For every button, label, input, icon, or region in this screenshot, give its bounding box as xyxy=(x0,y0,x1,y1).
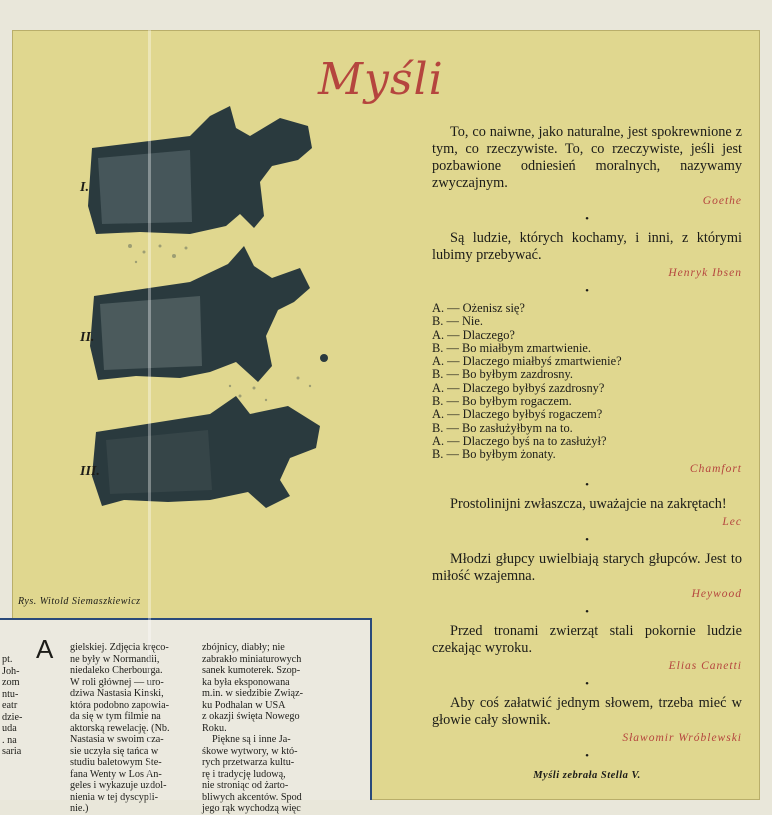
text-line: ne były w Normandii, xyxy=(70,653,160,665)
text-line: rę i tradycję ludową, xyxy=(202,768,286,780)
article-column-right xyxy=(202,642,337,815)
text-line: Piękne są i inne Ja- xyxy=(212,734,291,745)
quote-author: Chamfort xyxy=(689,462,742,475)
text-line: dzie- xyxy=(2,711,23,723)
text-line: da się w tym filmie na xyxy=(70,711,161,722)
text-line: zom xyxy=(2,677,20,688)
quote-author: Elias Canetti xyxy=(668,659,742,672)
text-line: zabrakło miniaturowych xyxy=(202,653,302,665)
text-line: Nastasia w swoim cza- xyxy=(70,734,164,745)
text-line: studiu baletowym Ste- xyxy=(70,757,162,768)
quote-text: Przed tronami zwierząt stali pokornie ludzie czekając wyroku. xyxy=(432,622,742,656)
text-line: śkowe wytwory, w któ- xyxy=(202,745,298,757)
text-line: Joh- xyxy=(2,665,20,677)
dialog-line: B. — Bo zasłużyłbym na to. xyxy=(432,420,573,435)
quote-lec xyxy=(432,496,742,531)
page-title: Myśli xyxy=(318,54,444,105)
dialog-line: B. — Bo byłbym zazdrosny. xyxy=(432,367,573,382)
dialog-line: A. — Dlaczego byłbyś zazdrosny? xyxy=(432,380,605,395)
quote-author: Sławomir Wróblewski xyxy=(622,731,742,744)
text-line: z okazji święta Nowego xyxy=(202,711,300,722)
text-line: bliwych akcentów. Spod xyxy=(202,791,302,803)
dialog-line: A. — Dlaczego byś na to zasłużył? xyxy=(432,433,607,448)
quote-author: Lec xyxy=(722,515,742,528)
text-line: aktorską rewelację. (Nb. xyxy=(70,722,170,734)
text-line: W roli głównej — uro- xyxy=(70,676,164,688)
dialog-line: A. — Dlaczego byłbyś rogaczem? xyxy=(432,407,603,422)
separator-dot: • xyxy=(585,605,589,618)
collector-credit: Myśli zebrała Stella V. xyxy=(533,769,641,781)
article-column-left xyxy=(2,642,42,758)
quote-text: Młodzi głupcy uwielbiają starych głupców. Jest to miłość wzajemna. xyxy=(432,550,742,584)
text-line: pt. xyxy=(2,654,13,665)
quote-author: Heywood xyxy=(691,587,742,600)
dialog-line: A. — Dlaczego miałbyś zmartwienie? xyxy=(432,354,622,369)
article-excerpt xyxy=(0,618,372,814)
text-line: sie uczyła się tańca w xyxy=(70,745,159,757)
text-line: . na xyxy=(2,734,17,746)
dialog-line: B. — Bo miałbym zmartwienie. xyxy=(432,340,591,355)
figure-label-two: II. xyxy=(80,330,95,345)
separator-dot: • xyxy=(585,478,589,491)
text-line: m.in. w siedzibie Związ- xyxy=(202,688,303,699)
figure-label-one: I. xyxy=(80,180,89,195)
text-line: ka była eksponowana xyxy=(202,676,290,688)
quote-goethe xyxy=(432,124,742,210)
quote-author: Goethe xyxy=(702,195,742,207)
text-line: nienia w tej dyscypli- xyxy=(70,791,158,803)
text-line: fana Wenty w Los An- xyxy=(70,768,162,780)
quote-ibsen xyxy=(432,230,742,282)
text-line: nie.) xyxy=(70,803,89,814)
dialog-line: B. — Nie. xyxy=(432,314,483,329)
text-line: rych przetwarza kultu- xyxy=(202,757,295,768)
separator-dot: • xyxy=(585,677,589,690)
article-column-middle xyxy=(70,642,192,815)
quote-chamfort-dialog xyxy=(432,302,742,476)
text-line: gielskiej. Zdjęcia kręco- xyxy=(70,642,169,653)
quote-text: Aby coś załatwić jednym słowem, trzeba mieć w głowie cały słownik. xyxy=(432,694,742,728)
figure-label-three: III. xyxy=(80,464,100,479)
quote-text: Prostolinijni zwłaszcza, uważajcie na zakrętach! xyxy=(450,495,727,512)
dialog-line: B. — Bo byłbym żonaty. xyxy=(432,447,556,462)
separator-dot: • xyxy=(585,285,589,297)
quote-author: Henryk Ibsen xyxy=(668,267,742,279)
text-line: eatr xyxy=(2,700,18,711)
text-line: saria xyxy=(2,746,22,757)
quotes-column xyxy=(432,124,742,784)
dialog-line: B. — Bo byłbym rogaczem. xyxy=(432,394,572,409)
quote-wroblewski xyxy=(432,695,742,747)
quote-heywood xyxy=(432,551,742,603)
text-line: sanek kumoterek. Szop- xyxy=(202,665,301,676)
quote-text: To, co naiwne, jako naturalne, jest spokrewnione z tym, co rzeczywiste. To, co rzeczywiste, jeśli jest pozbawione odniesień moralnych, nazywamy zwyczajnym. xyxy=(432,124,742,191)
text-line: uda xyxy=(2,723,17,734)
text-line: ntu- xyxy=(2,688,19,700)
text-line: jego rąk wychodzą więc xyxy=(202,803,301,814)
text-line: która podobno zapowia- xyxy=(70,699,170,711)
separator-dot: • xyxy=(585,533,589,546)
text-line: dziwa Nastasia Kinski, xyxy=(70,688,164,699)
text-line: Roku. xyxy=(202,722,227,734)
text-line: niedaleko Cherbourga. xyxy=(70,665,163,676)
vertebra-one-drawing xyxy=(88,106,312,234)
text-line: zbójnicy, diabły; nie xyxy=(202,642,285,653)
text-line: nie stroniąc od żarto- xyxy=(202,780,289,791)
page-fold-line xyxy=(148,30,151,800)
vertebra-three-drawing xyxy=(92,396,320,508)
quote-canetti xyxy=(432,623,742,675)
dialog-line: A. — Dlaczego? xyxy=(432,327,515,342)
quote-text: Są ludzie, których kochamy, i inni, z którymi lubimy przebywać. xyxy=(432,230,742,263)
separator-dot: • xyxy=(585,213,589,225)
separator-dot: • xyxy=(585,749,589,762)
dialog-line: A. — Ożenisz się? xyxy=(432,301,525,315)
illustration-credit: Rys. Witold Siemaszkiewicz xyxy=(18,596,141,607)
vertebra-two-drawing xyxy=(90,246,328,382)
article-dropcap: A xyxy=(36,634,54,664)
text-line: ku Podhalan w USA xyxy=(202,699,286,711)
text-line: geles i wykazuje uzdol- xyxy=(70,780,167,791)
